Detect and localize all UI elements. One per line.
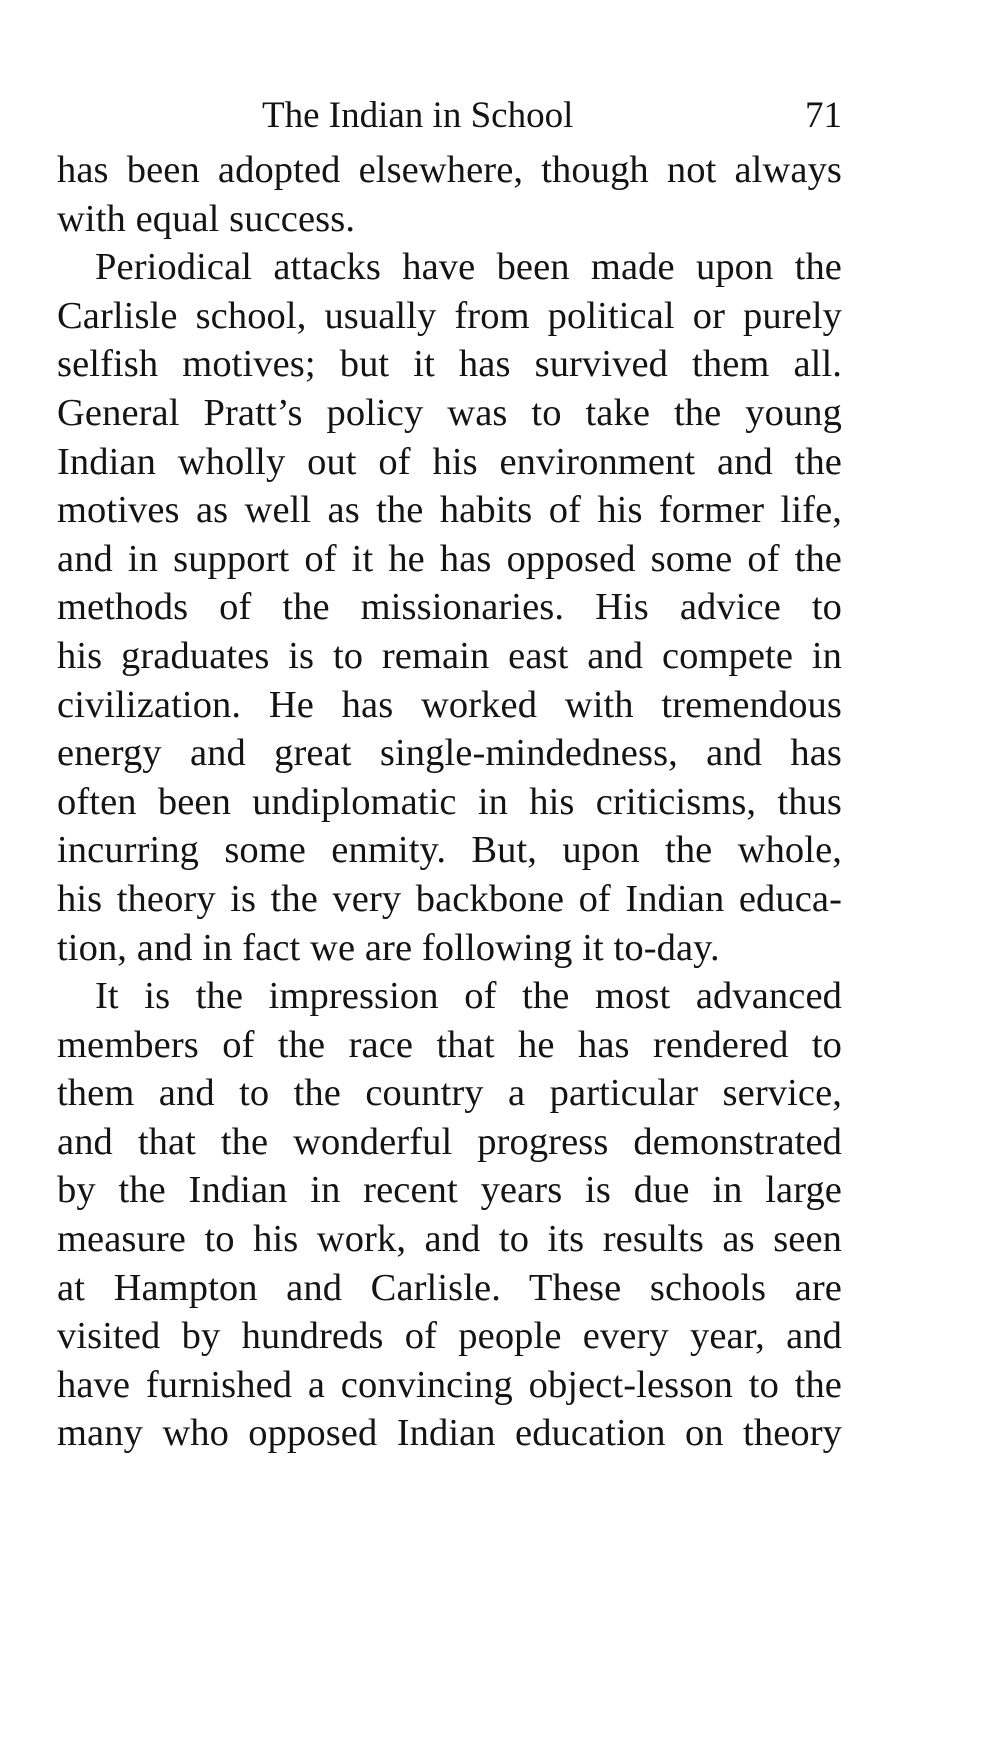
- text-line: It is the impression of the most advanced: [95, 975, 842, 1018]
- text-line: many who opposed Indian education on theory: [57, 1412, 842, 1455]
- text-line: with equal success.: [57, 197, 356, 240]
- text-line: motives as well as the habits of his former life,: [57, 489, 842, 532]
- page-number: 71: [805, 95, 842, 136]
- paragraph-3: [57, 972, 842, 1458]
- text-line: them and to the country a particular service,: [57, 1072, 842, 1115]
- text-line: methods of the missionaries. His advice to: [57, 586, 842, 629]
- text-line: and that the wonderful progress demonstrated: [57, 1120, 842, 1163]
- text-line: energy and great single-mindedness, and has: [57, 732, 842, 775]
- text-line: Indian wholly out of his environment and the: [57, 440, 842, 483]
- running-title: The Indian in School: [262, 95, 574, 136]
- text-line: Carlisle school, usually from political or purely: [57, 294, 842, 337]
- text-line: General Pratt’s policy was to take the young: [57, 391, 842, 434]
- text-line: selfish motives; but it has survived them all.: [57, 343, 842, 386]
- text-line: members of the race that he has rendered to: [57, 1023, 842, 1066]
- paragraph-1: [57, 146, 842, 243]
- text-line: have furnished a convincing object-lesson to the: [57, 1363, 842, 1406]
- text-line: Periodical attacks have been made upon the: [95, 246, 842, 289]
- text-line: visited by hundreds of people every year, and: [57, 1315, 842, 1358]
- text-line: often been undiplomatic in his criticisms, thus: [57, 780, 842, 823]
- text-line: civilization. He has worked with tremendous: [57, 683, 842, 726]
- text-line: at Hampton and Carlisle. These schools are: [57, 1266, 842, 1309]
- body-text: [57, 146, 842, 1458]
- text-line: tion, and in fact we are following it to-day.: [57, 926, 720, 969]
- text-line: and in support of it he has opposed some of the: [57, 537, 842, 580]
- text-line: has been adopted elsewhere, though not always: [57, 149, 842, 191]
- text-line: by the Indian in recent years is due in large: [57, 1169, 842, 1212]
- book-page: [57, 86, 842, 1458]
- text-line: measure to his work, and to its results as seen: [57, 1218, 842, 1261]
- text-line: his theory is the very backbone of Indian educa-: [57, 877, 842, 920]
- text-line: incurring some enmity. But, upon the whole,: [57, 829, 842, 872]
- text-line: his graduates is to remain east and compete in: [57, 634, 842, 677]
- paragraph-2: [57, 243, 842, 972]
- running-head: [57, 86, 842, 146]
